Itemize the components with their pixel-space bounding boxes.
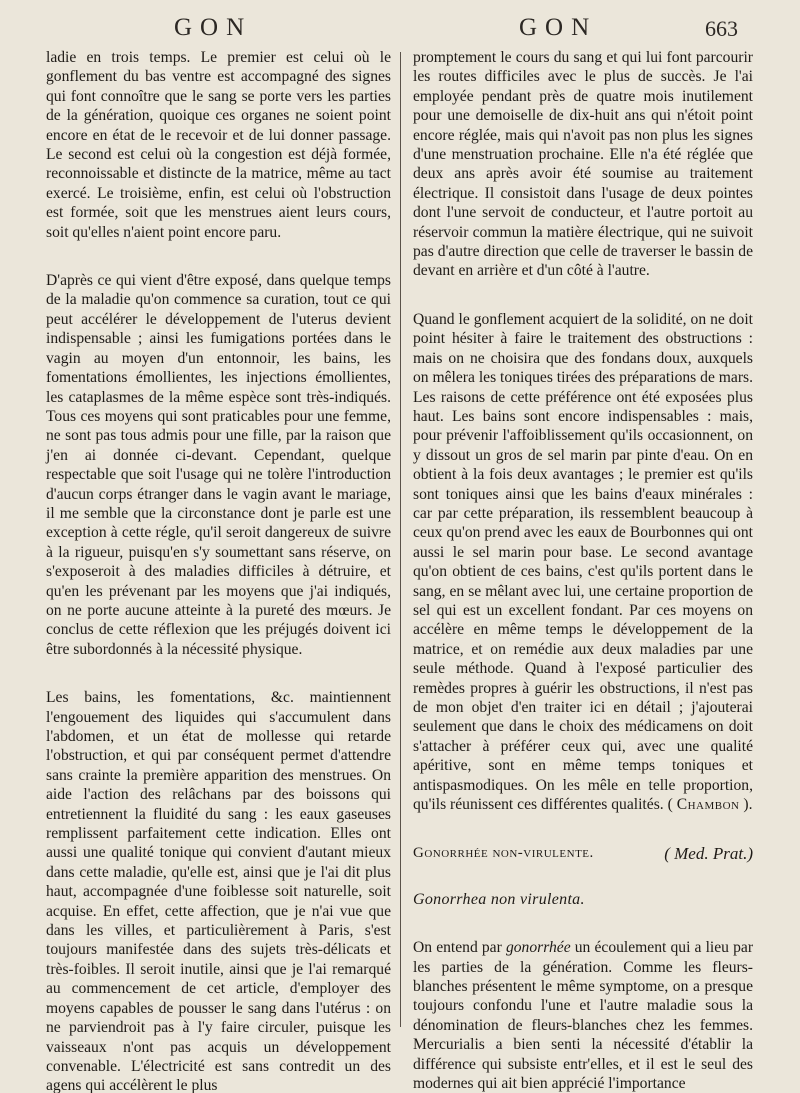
paragraph: ladie en trois temps. Le premier est celui où le gonflement du bas ventre est accompagné des signes qui font connoître que le sang se porte vers les parties de la génération, quoique ces organes ne soient point encore en état de le recevoir et de lui donner passage. Le second est celui où la congestion est déjà formée, reconnoissable et distincte de la matrice, même au tact exercé. Le troisième, enfin, est celui où l'obstruction est formée, soit que les menstrues aient leurs cours, soit qu'elles n'aient point encore paru. <box>46 49 391 241</box>
paragraph: promptement le cours du sang et qui lui font parcourir les routes difficiles avec le plus de succès. Je l'ai employée pendant près de quatre mois inutilement pour une demoiselle de dix-huit ans qui n'étoit point encore réglée, mais qui n'avoit pas non plus les signes d'une menstruation prochaine. Elle n'a été réglée que deux ans après avoir été soumise au traitement électrique. Il consistoit dans l'usage de deux pointes dont l'une servoit de conducteur, et l'autre portoit au réservoir commun la matière électrique, qui ne suivoit pas d'autre direction que celle de traverser le bassin de devant en arrière et d'un côté à l'autre. <box>413 49 753 280</box>
article-category: ( Med. Prat.) <box>664 844 753 864</box>
latin-heading: Gonorrhea non virulenta. <box>413 890 585 908</box>
article-title: Gonorrhée non-virulente. <box>413 845 594 862</box>
article-heading <box>413 844 753 863</box>
paragraph: Les bains, les fomentations, &c. maintiennent l'engouement des liquides qui s'accumulent dans l'abdomen, et un état de mollesse qui retarde l'obstruction, et qui par conséquent permet d'attendre sans crainte la première apparition des menstrues. On aide l'action des relâchans par des boissons qui entretiennent la fluidité du sang : les eaux gaseuses remplissent parfaitement cette indication. Elles ont aussi une qualité tonique qui convient d'autant mieux dans cette maladie, qu'elle est, ainsi que je l'ai dit plus haut, accompagnée d'une foiblesse soit naturelle, soit acquise. En effet, cette affection, que je n'ai vue que dans les villes, et particulièrement à Paris, s'est toujours manifestée dans des sujets très-délicats et très-foibles. Il seroit inutile, ainsi que je l'ai remarqué au commencement de cet article, d'employer des moyens capables de pousser le sang dans l'utérus : on ne parviendroit pas à l'y faire circuler, puisque les vaisseaux n'ont pas acquis un développement convenable. L'électricité est sans contredit un des agens qui accélèrent le plus <box>46 689 391 1093</box>
paragraph-text: On entend par <box>413 939 506 957</box>
left-running-title: GON <box>174 14 253 41</box>
author-signature: Chambon <box>676 796 740 814</box>
left-column <box>46 48 391 1093</box>
paragraph <box>413 938 753 1093</box>
paragraph-text: Quand le gonflement acquiert de la solidité, on ne doit point hésiter à faire le traitement des obstructions : mais on ne choisira que des fondans doux, auxquels on mêlera les toniques tirées des préparations de mars. Les raisons de cette préférence ont été exposées plus haut. Les bains sont encore indispensables : mais, pour prévenir l'affoiblissement qu'ils occasionnent, on y dissout un gros de sel marin par pinte d'eau. On en obtient à la fois deux avantages ; le premier est qu'ils sont toniques ainsi que les bains d'eaux minérales : car par cette préparation, ils ressemblent beaucoup à ceux qu'on prend avec les eaux de Bourbonnes qui ont aussi le sel marin pour base. Le second avantage qu'on obtient de ces bains, c'est qu'ils portent dans le sang, en se mêlant avec lui, une certaine proportion de sel qui est un excellent fondant. Par ces moyens on accélère en même temps le développement de la matrice, et on remédie aux deux maladies par une seule méthode. Quand à l'exposé particulier des remèdes propres à guérir les obstructions, il n'est pas de mon objet d'en traiter ici en détail ; j'ajouterai seulement que dans le choix des médicamens on doit s'attacher à préférer ceux qui, avec une qualité apéritive, sont en même temps toniques et antispasmodiques. On les mêle en telle proportion, qu'ils réunissent ces différentes qualités. <box>413 310 753 814</box>
author-close: ). <box>743 796 753 814</box>
author-open: ( <box>667 796 673 814</box>
defined-term: gonorrhée <box>505 939 571 957</box>
paragraph-text: un écoulement qui a lieu par les parties de la génération. Comme les fleurs-blanches présentent le même symptome, on a presque toujours confondu l'une et l'autre maladie sous la dénomination de fleurs-blanches chez les femmes. Mercurialis a bien senti la nécessité d'établir la différence qui subsiste entr'elles, et il est le seul des modernes qui ait bien apprécié l'importance <box>413 939 754 1093</box>
paragraph: D'après ce qui vient d'être exposé, dans quelque temps de la maladie qu'on commence sa curation, tout ce qui peut accélérer le développement de l'uterus devient indispensable ; ainsi les fumigations portées dans le vagin au moyen d'un entonnoir, les bains, les fomentations émollientes, les injections émollientes, les cataplasmes de la même espèce sont très-indiqués. Tous ces moyens qui sont praticables pour une femme, ne sont pas tous admis pour une fille, par la raison que j'en ai donnée ci-devant. Cependant, quelque respectable que soit l'usage qui ne tolère l'introduction d'aucun corps étranger dans le vagin avant le mariage, il me semble que la circonstance dont je parle est une exception à cette régle, qu'il seroit dangereux de suivre à la rigueur, puisqu'en s'y soumettant sans réserve, on s'exposeroit à des maladies difficiles à détruire, et qu'en les prévenant par les moyens que j'ai indiqués, on ne porte aucune atteinte à la pureté des mœurs. Je conclus de cette réflexion que les préjugés doivent ici être subordonnés à la nécessité physique. <box>46 272 391 658</box>
column-divider <box>400 52 401 1027</box>
page-number: 663 <box>705 16 738 41</box>
right-column <box>413 48 753 1093</box>
right-running-title: GON <box>519 14 598 41</box>
paragraph <box>413 310 753 815</box>
